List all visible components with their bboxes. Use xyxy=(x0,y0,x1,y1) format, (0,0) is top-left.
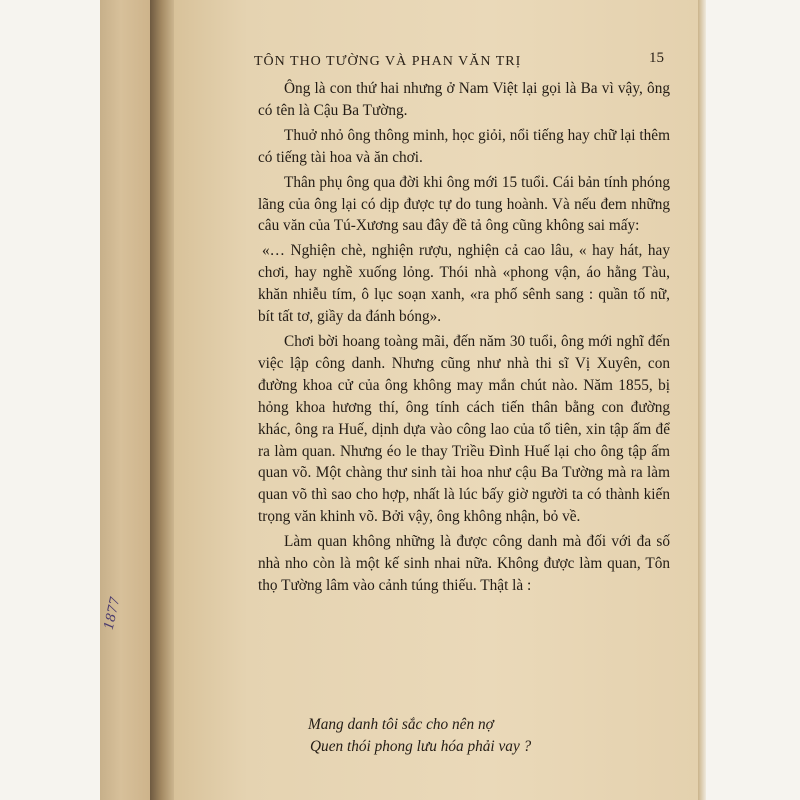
verse-line: Mang danh tôi sắc cho nên nợ xyxy=(308,716,494,733)
paragraph: Chơi bời hoang toàng mãi, đến năm 30 tuổi, ông mới nghĩ đến việc lập công danh. Nhưng cũng như nhà thi sĩ Vị Xuyên, con đường khoa cử của ông không may mắn chút nào. Năm 1855, bị hỏng khoa hương thí, ông tính cách tiến thân bằng con đường khác, ông ra Huế, dịnh dựa vào công lao của tổ tiên, xin tập ấm để ra làm quan. Nhưng éo le thay Triều Đình Huế lại cho ông tập ấm quan võ. Một chàng thư sinh tài hoa như cậu Ba Tường mà ra làm quan võ thì sao cho hợp, nhất là lúc bấy giờ người ta có thành kiến trọng văn khinh võ. Bởi vậy, ông không nhận, bỏ về. xyxy=(258,332,670,526)
paragraph: Thuở nhỏ ông thông minh, học giỏi, nổi tiếng hay chữ lại thêm có tiếng tài hoa và ăn chơi. xyxy=(258,126,670,166)
paragraph: Thân phụ ông qua đời khi ông mới 15 tuổi. Cái bản tính phóng lãng của ông lại có dịp được tự do tung hoành. Và nếu đem những câu văn của Tú-Xương sau đây đề tả ông cũng không sai mấy: xyxy=(258,173,670,235)
verse-block xyxy=(308,714,668,758)
book-gutter xyxy=(150,0,176,800)
left-page-edge xyxy=(100,0,152,800)
running-title: TÔN THO TƯỜNG VÀ PHAN VĂN TRỊ xyxy=(254,54,522,69)
body-text xyxy=(258,78,670,597)
paragraph: Làm quan không những là được công danh mà đối với đa số nhà nho còn là một kế sinh nhai nữa. Không được làm quan, Tôn thọ Tường lâm vào cảnh túng thiếu. Thật là : xyxy=(258,533,670,594)
right-page-edge xyxy=(698,0,706,800)
paragraph: Ông là con thứ hai nhưng ở Nam Việt lại gọi là Ba vì vậy, ông có tên là Cậu Ba Tường. xyxy=(258,80,670,119)
margin-handwritten-note: 1877 xyxy=(101,595,124,632)
page-number: 15 xyxy=(649,50,664,66)
page-header xyxy=(254,50,664,70)
quoted-passage: «… Nghiện chè, nghiện rượu, nghiện cả cao lâu, « hay hát, hay chơi, hay nghề xuống lỏng. Thói nhà «phong vận, áo hằng Tàu, khăn nhiễu tím, ô lục soạn xanh, «ra phố sênh sang : quần tố nữ, bít tất tơ, giầy da đánh bóng». xyxy=(258,242,670,326)
verse-line: Quen thói phong lưu hóa phải vay ? xyxy=(310,738,532,755)
